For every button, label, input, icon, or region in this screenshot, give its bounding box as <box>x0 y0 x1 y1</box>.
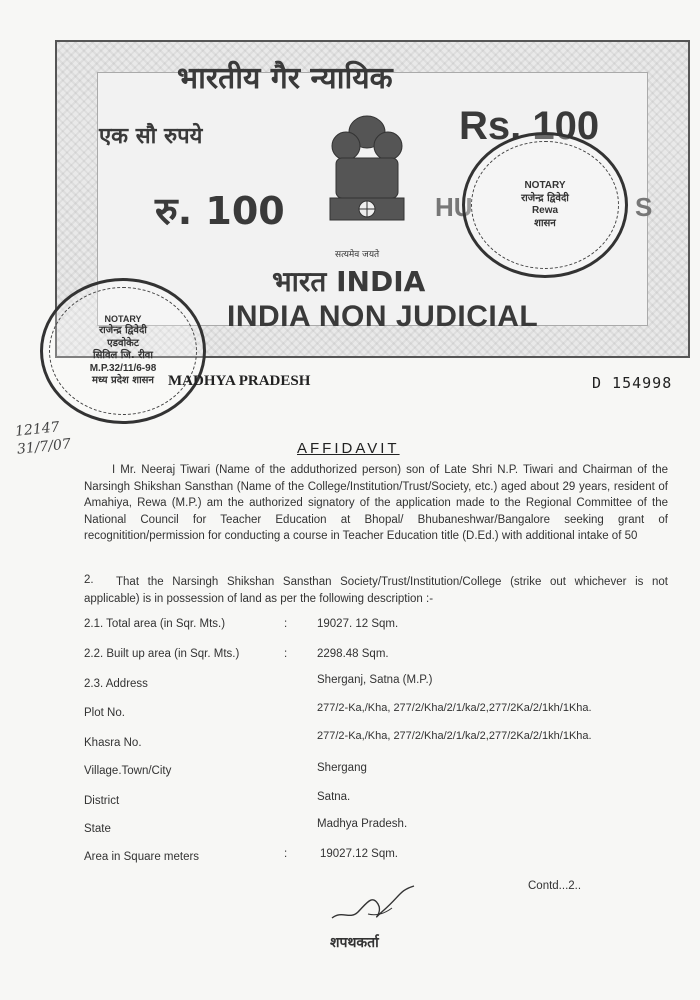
stamp-ru-amount: रु. 100 <box>155 189 285 233</box>
stamp-bharat-india: भारत INDIA <box>272 265 426 298</box>
row-village-value: Shergang <box>317 762 367 774</box>
stamp-state-label: MADHYA PRADESH <box>168 373 311 389</box>
row-village-label: Village.Town/City <box>84 765 172 777</box>
stamp-s-partial: S <box>635 192 653 222</box>
affidavit-paragraph-1: I Mr. Neeraj Tiwari (Name of the adduthorized person) son of Late Shri N.P. Tiwari and Chairman of the Narsingh Shikshan Sansthan (Name of the College/Institution/Trust/Society, etc.) aged about 29 years, resident of Amahiya, Rewa (M.P.) am the authorized signatory of the application made to the Regional Committee of the National Council for Teacher Education at Bhopal/ Bhubaneshwar/Bangalore seeking grant of recognitition/permission for conducting a course in Teacher Education title (D.Ed.) with additional intake of 50 <box>84 464 668 542</box>
left-seal-line: राजेन्द्र द्विवेदी <box>99 325 147 337</box>
deponent-label: शपथकर्ता <box>330 935 379 951</box>
affidavit-title: AFFIDAVIT <box>297 440 400 457</box>
row-total-area-label: 2.1. Total area (in Sqr. Mts.) <box>84 618 226 630</box>
continued-marker: Contd...2.. <box>528 880 582 892</box>
row-khasra-no-value: 277/2-Ka,/Kha, 277/2/Kha/2/1/ka/2,277/2Ka/2/1kh/1Kha. <box>317 730 592 742</box>
stamp-india-non-judicial: INDIA NON JUDICIAL <box>227 300 539 333</box>
paragraph-2-number: 2. <box>84 574 94 586</box>
left-notary-seal <box>40 278 206 424</box>
stamp-hindi-amount: एक सौ रुपये <box>99 124 203 149</box>
row-area-sqm-label: Area in Square meters <box>84 851 200 863</box>
left-seal-line: एडवोकेट <box>107 337 139 349</box>
emblem-motto: सत्यमेव जयते <box>335 250 380 260</box>
right-seal-line: राजेन्द्र द्विवेदी <box>521 192 569 204</box>
row-address-label: 2.3. Address <box>84 678 148 690</box>
row-state-label: State <box>84 823 111 835</box>
row-total-area-value: 19027. 12 Sqm. <box>317 618 399 630</box>
row-area-sqm-value: 19027.12 Sqm. <box>320 848 399 860</box>
row-total-area-colon: : <box>284 618 288 630</box>
right-notary-seal <box>462 132 628 278</box>
stamp-hu-partial: HU <box>435 192 473 222</box>
stamp-rs-amount: Rs. 100 <box>459 104 600 148</box>
row-plot-no-value: 277/2-Ka,/Kha, 277/2/Kha/2/1/ka/2,277/2Ka/2/1kh/1Kha. <box>317 702 592 714</box>
left-seal-line: मध्य प्रदेश शासन <box>91 375 154 387</box>
stamp-serial-number: D 154998 <box>592 374 673 392</box>
row-plot-no-label: Plot No. <box>84 707 125 719</box>
right-seal-line: शासन <box>534 217 556 229</box>
right-seal-line: Rewa <box>531 205 559 216</box>
signature-icon <box>328 880 418 930</box>
row-built-up-area-value: 2298.48 Sqm. <box>317 648 389 660</box>
row-district-value: Satna. <box>317 791 351 803</box>
stamp-hindi-header: भारतीय गैर न्यायिक <box>177 61 393 96</box>
right-seal-line: NOTARY <box>524 180 566 191</box>
row-built-up-area-colon: : <box>284 648 288 660</box>
row-district-label: District <box>84 795 120 807</box>
affidavit-paragraph-2: That the Narsingh Shikshan Sansthan Society/Trust/Institution/College (strike out whichever is not applicable) is in possession of land as per the following description :- <box>84 576 668 605</box>
row-address-value: Sherganj, Satna (M.P.) <box>317 674 433 686</box>
left-seal-line: सिविल जि. रीवा <box>93 350 153 362</box>
ashoka-emblem-icon <box>322 110 412 250</box>
row-state-value: Madhya Pradesh. <box>317 818 408 830</box>
row-khasra-no-label: Khasra No. <box>84 737 142 749</box>
left-seal-line: M.P.32/11/6-98 <box>89 362 157 374</box>
handwritten-date: 12147 31/7/07 <box>14 419 72 458</box>
row-area-sqm-colon: : <box>284 848 288 860</box>
left-seal-ring-text: NOTARY <box>104 314 142 325</box>
row-built-up-area-label: 2.2. Built up area (in Sqr. Mts.) <box>84 648 240 660</box>
